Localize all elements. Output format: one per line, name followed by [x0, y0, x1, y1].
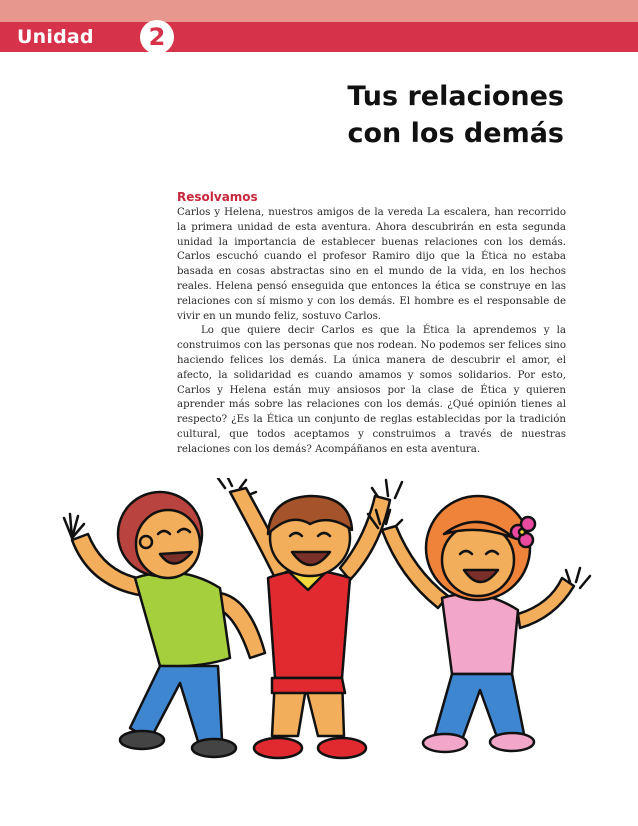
header-band [0, 22, 638, 52]
right-girl-figure [368, 496, 590, 752]
paragraph-1: Carlos y Helena, nuestros amigos de la vereda La escalera, han recorrido la primera unidad de esta aventura. Ahora descubrirán en esta segunda unidad la importancia de establecer buenas relaciones con los demás. Carlos escuchó cuando el profesor Ramiro dijo que la Ética no estaba basada en cosas abstractas sino en el mundo de la vida, en los hechos reales. Helena pensó enseguida que entonces la ética se construye en las relaciones con sí mismo y con los demás. El hombre es el responsable de vivir en un mundo feliz, sostuvo Carlos. [177, 207, 566, 322]
title-line-1: Tus relaciones [347, 81, 564, 112]
left-boy-figure [64, 492, 265, 757]
paragraph-2: Lo que quiere decir Carlos es que la Ética la aprendemos y la construimos con las personas que nos rodean. No podemos ser felices sino haciendo felices los demás. La única manera de descubrir el amor, el afecto, la solidaridad es cuando amamos y somos solidarios. Por esto, Carlos y Helena están muy ansiosos por la clase de Ética y quieren aprender más sobre las relaciones con los demás. ¿Qué opinión tienes al respecto? ¿Es la Ética un conjunto de reglas establecidas por la tradición cultural, que todos aceptamos y construimos a través de nuestras relaciones con los demás? Acompáñanos en esta aventura. [177, 325, 566, 455]
page-title [300, 78, 564, 152]
unit-number-badge [140, 20, 174, 54]
header-band-light [0, 0, 638, 22]
unit-number: 2 [148, 23, 166, 51]
children-illustration [50, 478, 595, 778]
unit-label: Unidad [17, 26, 94, 48]
title-line-2: con los demás [347, 118, 564, 149]
section-heading: Resolvamos [177, 190, 258, 204]
body-text [177, 206, 566, 458]
